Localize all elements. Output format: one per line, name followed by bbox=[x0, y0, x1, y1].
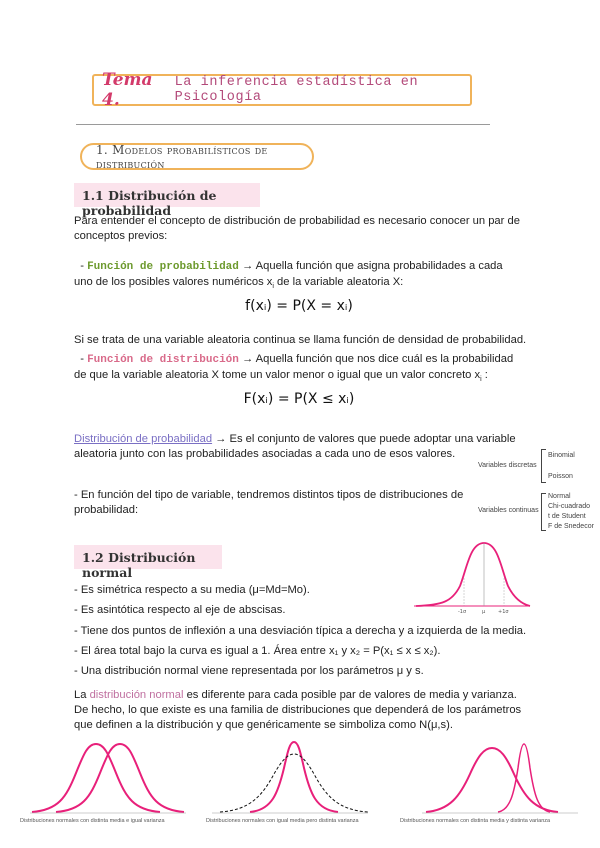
subsection-title-1-1: 1.1 Distribución de probabilidad bbox=[74, 183, 260, 207]
caption: Distribuciones normales con igual media pero distinta varianza bbox=[206, 818, 359, 824]
normal-curve-figure bbox=[412, 538, 532, 614]
distribution-definition: Distribución de probabilidad → Es el conjunto de valores que puede adoptar una variable aleatoria junto con las probabilidades asociadas a cada uno de esos valores. bbox=[74, 433, 516, 460]
discrete-label: Variables discretas bbox=[478, 462, 537, 469]
continuous-item: Chi-cuadrado bbox=[548, 503, 591, 510]
axis-label: μ bbox=[482, 609, 486, 614]
types-paragraph: - En función del tipo de variable, tendremos distintos tipos de distribuciones de probabilidad: bbox=[74, 489, 464, 516]
bullet-item: - El área total bajo la curva es igual a 1. Área entre x₁ y x₂ = P(x₁ ≤ x ≤ x₂). bbox=[74, 645, 441, 657]
curve-wide bbox=[220, 754, 368, 812]
term-probability-function: Función de probabilidad bbox=[87, 261, 239, 273]
discrete-item: Poisson bbox=[548, 473, 573, 480]
figure-different-mean-variance bbox=[420, 738, 580, 816]
definition-distribution-function: - Función de distribución → Aquella función que nos dice cuál es la probabilidad de que la variable aleatoria X tome un valor menor o igual que un valor concreto $x_i$ : bbox=[74, 353, 514, 384]
chapter-title: La inferencia estadística en Psicología bbox=[174, 75, 419, 105]
figure-different-mean bbox=[28, 738, 188, 816]
term-normal-distribution: distribución normal bbox=[89, 689, 184, 701]
term-distribution-function: Función de distribución bbox=[87, 354, 239, 366]
continuous-brace bbox=[541, 493, 546, 531]
chapter-number: Tema 4. bbox=[102, 70, 153, 110]
continuous-note: Si se trata de una variable aleatoria continua se llama función de densidad de probabilidad. bbox=[74, 334, 527, 346]
chapter-title-box bbox=[92, 70, 472, 110]
continuous-item: Normal bbox=[548, 493, 571, 500]
curve-narrow bbox=[250, 742, 338, 812]
link-distribution[interactable]: Distribución de probabilidad bbox=[74, 433, 213, 445]
normal-family-paragraph: La distribución normal es diferente para cada posible par de valores de media y varianza. De hecho, lo que existe es una familia de distribuciones que dependerá de los parámetros que definen a la distribución y que genéricamente se simboliza como N(μ,s). bbox=[74, 689, 522, 731]
caption: Distribuciones normales con distinta media y distinta varianza bbox=[400, 818, 551, 824]
axis-label: +1σ bbox=[498, 609, 509, 614]
intro-paragraph: Para entender el concepto de distribución de probabilidad es necesario conocer un par de conceptos previos: bbox=[74, 215, 520, 242]
curve-b bbox=[56, 744, 184, 812]
caption: Distribuciones normales con distinta media e igual varianza bbox=[20, 818, 165, 824]
section-title: 1. Modelos probabilísticos de distribución bbox=[80, 143, 314, 170]
figure-different-variance bbox=[210, 738, 370, 816]
subsection-title-1-2: 1.2 Distribución normal bbox=[74, 545, 222, 569]
discrete-brace bbox=[541, 449, 546, 483]
continuous-item: t de Student bbox=[548, 513, 586, 520]
normal-curve bbox=[416, 543, 530, 606]
divider bbox=[76, 124, 490, 125]
continuous-label: Variables continuas bbox=[478, 507, 539, 514]
formula-distribution: F(xᵢ) = P(X ≤ xᵢ) bbox=[243, 391, 355, 407]
continuous-item: F de Snedecor bbox=[548, 523, 594, 530]
bullet-item: - Es asintótica respecto al eje de abscisas. bbox=[74, 604, 286, 616]
definition-probability-function: - Función de probabilidad → Aquella función que asigna probabilidades a cada uno de los posibles valores numéricos $x_i$ de la variable aleatoria X: bbox=[74, 260, 503, 291]
curve-narrow bbox=[498, 744, 550, 812]
formula-probability: f(xᵢ) = P(X = xᵢ) bbox=[245, 298, 353, 314]
discrete-item: Binomial bbox=[548, 452, 575, 459]
axis-label: -1σ bbox=[458, 609, 467, 614]
bullet-item: - Tiene dos puntos de inflexión a una desviación típica a derecha y a izquierda de la media. bbox=[74, 625, 527, 637]
curve-a bbox=[32, 744, 160, 812]
bullet-item: - Es simétrica respecto a su media (μ=Md=Mo). bbox=[74, 584, 310, 596]
bullet-item: - Una distribución normal viene representada por los parámetros μ y s. bbox=[74, 665, 424, 677]
